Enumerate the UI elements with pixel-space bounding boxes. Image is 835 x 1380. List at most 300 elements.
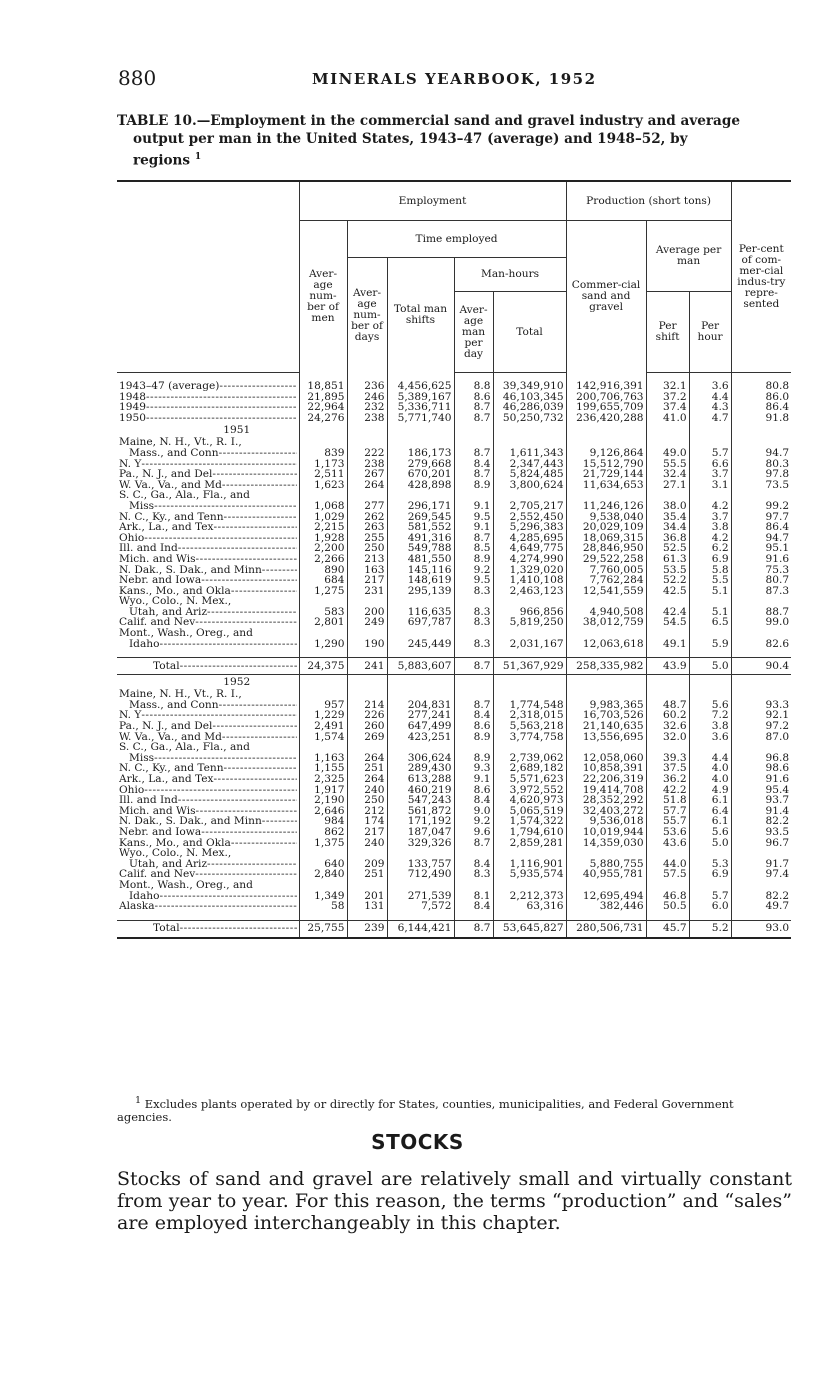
table-cell: 93.3 xyxy=(731,700,791,711)
table-cell: 4.0 xyxy=(689,763,731,774)
table-cell: 8.3 xyxy=(454,617,493,628)
table-cell: 50.5 xyxy=(646,901,689,912)
table-cell: 6.0 xyxy=(689,901,731,912)
row-label-text: Calif. and Nev ----- xyxy=(119,617,297,628)
table-cell-empty xyxy=(493,490,566,501)
table-cell-empty xyxy=(454,649,493,658)
table-caption xyxy=(117,112,792,170)
table-cell: 2,190 xyxy=(299,795,347,806)
table-cell: 547,243 xyxy=(387,795,454,806)
table-cell: 8.7 xyxy=(454,700,493,711)
table-cell-empty xyxy=(731,490,791,501)
table-cell: 3.7 xyxy=(689,469,731,480)
table-cell-empty xyxy=(731,742,791,753)
row-label-text: 1949 ----- xyxy=(119,402,297,413)
header-time-employed: Time employed xyxy=(347,221,566,258)
table-row xyxy=(117,501,791,512)
table-cell-empty xyxy=(566,596,646,607)
table-cell: 19,414,708 xyxy=(566,785,646,796)
table-cell: 3,774,758 xyxy=(493,732,566,743)
table-cell-empty xyxy=(566,490,646,501)
row-label xyxy=(117,392,299,403)
header-per-shift: Per shift xyxy=(646,292,689,373)
table-cell: 2,347,443 xyxy=(493,459,566,470)
table-cell: 6.2 xyxy=(689,543,731,554)
table-cell: 5,065,519 xyxy=(493,806,566,817)
table-cell: 549,788 xyxy=(387,543,454,554)
table-cell-empty xyxy=(689,628,731,639)
table-cell: 8.3 xyxy=(454,586,493,597)
table-cell: 238 xyxy=(347,413,387,424)
table-cell: 1,068 xyxy=(299,501,347,512)
table-cell: 251 xyxy=(347,869,387,880)
table-cell: 7.2 xyxy=(689,710,731,721)
table-cell-empty xyxy=(566,675,646,690)
row-label-text: Mich. and Wis ----- xyxy=(119,554,297,565)
table-row xyxy=(117,639,791,650)
table-cell: 42.4 xyxy=(646,607,689,618)
table-cell: 8.8 xyxy=(454,381,493,392)
table-body xyxy=(117,373,791,938)
table-cell: 8.7 xyxy=(454,920,493,938)
table-cell: 22,206,319 xyxy=(566,774,646,785)
table-cell: 35.4 xyxy=(646,512,689,523)
table-cell: 481,550 xyxy=(387,554,454,565)
row-label xyxy=(117,575,299,586)
table-row xyxy=(117,522,791,533)
row-label-text: Miss ----- xyxy=(119,753,297,764)
table-cell: 28,352,292 xyxy=(566,795,646,806)
table-row-label-line xyxy=(117,848,791,859)
table-cell: 54.5 xyxy=(646,617,689,628)
table-cell: 95.1 xyxy=(731,543,791,554)
table-cell-empty xyxy=(689,437,731,448)
table-cell: 36.2 xyxy=(646,774,689,785)
table-cell: 9.6 xyxy=(454,827,493,838)
table-cell-empty xyxy=(299,596,347,607)
header-production: Production (short tons) xyxy=(566,181,731,221)
table-cell: 271,539 xyxy=(387,891,454,902)
table-cell: 5.3 xyxy=(689,859,731,870)
table-cell: 1,290 xyxy=(299,639,347,650)
row-label-text: Total ----- xyxy=(153,661,297,672)
row-label xyxy=(117,596,299,607)
table-cell: 2,859,281 xyxy=(493,838,566,849)
table-cell: 41.0 xyxy=(646,413,689,424)
table-cell: 258,335,982 xyxy=(566,658,646,675)
row-label xyxy=(117,689,299,700)
table-row xyxy=(117,838,791,849)
table-cell-empty xyxy=(387,675,454,690)
row-label-text: Mont., Wash., Oreg., and xyxy=(119,879,253,891)
table-cell: 4.2 xyxy=(689,501,731,512)
table-cell: 43.9 xyxy=(646,658,689,675)
table-cell: 263 xyxy=(347,522,387,533)
table-row xyxy=(117,459,791,470)
table-cell: 37.4 xyxy=(646,402,689,413)
table-cell: 14,359,030 xyxy=(566,838,646,849)
table-cell: 1,173 xyxy=(299,459,347,470)
table-cell: 18,851 xyxy=(299,381,347,392)
row-label xyxy=(117,901,299,912)
table-cell-empty xyxy=(731,628,791,639)
row-label xyxy=(117,448,299,459)
table-cell-empty xyxy=(646,848,689,859)
row-label-text: Total ----- xyxy=(153,923,297,934)
row-label xyxy=(117,617,299,628)
table-row xyxy=(117,607,791,618)
table-cell-empty xyxy=(646,742,689,753)
table-cell: 5.9 xyxy=(689,639,731,650)
table-cell-empty xyxy=(689,848,731,859)
table-cell: 9.5 xyxy=(454,512,493,523)
table-row-label-line xyxy=(117,742,791,753)
table-cell: 49.1 xyxy=(646,639,689,650)
table-row xyxy=(117,586,791,597)
table-row xyxy=(117,901,791,912)
header-man-hours: Man-hours xyxy=(454,258,566,292)
table-cell: 262 xyxy=(347,512,387,523)
table-cell: 201 xyxy=(347,891,387,902)
table-cell: 2,266 xyxy=(299,554,347,565)
table-cell: 82.2 xyxy=(731,891,791,902)
table-cell: 4.2 xyxy=(689,533,731,544)
row-label-text: Ill. and Ind ----- xyxy=(119,795,297,806)
row-label-text: S. C., Ga., Ala., Fla., and xyxy=(119,742,250,753)
row-label xyxy=(117,459,299,470)
spacer-row xyxy=(117,373,791,382)
table-cell: 212 xyxy=(347,806,387,817)
table-cell-empty xyxy=(347,373,387,382)
table-cell: 264 xyxy=(347,753,387,764)
row-label xyxy=(117,721,299,732)
row-label-text: Mich. and Wis ----- xyxy=(119,806,297,817)
table-cell-empty xyxy=(566,742,646,753)
table-cell: 91.6 xyxy=(731,554,791,565)
table-cell: 42.2 xyxy=(646,785,689,796)
table-cell: 8.4 xyxy=(454,901,493,912)
table-cell: 890 xyxy=(299,565,347,576)
table-row xyxy=(117,700,791,711)
table-cell: 3.7 xyxy=(689,512,731,523)
table-cell: 260 xyxy=(347,721,387,732)
table-cell-empty xyxy=(347,742,387,753)
table-cell-empty xyxy=(299,689,347,700)
row-label-text: 1943–47 (average) ----- xyxy=(119,381,297,392)
table-cell-empty xyxy=(731,649,791,658)
row-label xyxy=(117,795,299,806)
table-cell: 40,955,781 xyxy=(566,869,646,880)
table-cell-empty xyxy=(646,880,689,891)
employment-table xyxy=(117,180,791,939)
table-cell: 131 xyxy=(347,901,387,912)
table-cell: 58 xyxy=(299,901,347,912)
table-cell: 5,883,607 xyxy=(387,658,454,675)
table-cell: 5.6 xyxy=(689,700,731,711)
table-cell: 38,012,759 xyxy=(566,617,646,628)
row-label-text: N. Y ----- xyxy=(119,459,297,470)
table-cell-empty xyxy=(347,423,387,437)
row-label xyxy=(117,381,299,392)
row-label-text: N. Dak., S. Dak., and Minn ----- xyxy=(119,565,297,576)
table-cell: 51,367,929 xyxy=(493,658,566,675)
row-label xyxy=(117,480,299,491)
table-cell-empty xyxy=(454,490,493,501)
table-cell: 2,689,182 xyxy=(493,763,566,774)
table-cell: 6.1 xyxy=(689,816,731,827)
table-cell: 428,898 xyxy=(387,480,454,491)
table-cell: 1,794,610 xyxy=(493,827,566,838)
table-cell: 186,173 xyxy=(387,448,454,459)
header-avg-man-per-day: Aver-age man per day xyxy=(454,292,493,373)
table-cell: 1,917 xyxy=(299,785,347,796)
table-row xyxy=(117,402,791,413)
table-cell-empty xyxy=(454,880,493,891)
table-cell: 697,787 xyxy=(387,617,454,628)
table-row xyxy=(117,785,791,796)
table-cell-empty xyxy=(731,423,791,437)
table-cell-empty xyxy=(387,437,454,448)
row-label-text: Maine, N. H., Vt., R. I., xyxy=(119,689,242,700)
page-number: 880 xyxy=(118,66,157,90)
table-row xyxy=(117,710,791,721)
table-cell: 93.0 xyxy=(731,920,791,938)
table-cell: 57.7 xyxy=(646,806,689,817)
table-cell-empty xyxy=(731,880,791,891)
row-label-text: 1948 ----- xyxy=(119,392,297,403)
table-cell: 37.2 xyxy=(646,392,689,403)
table-cell: 2,031,167 xyxy=(493,639,566,650)
table-cell: 3.6 xyxy=(689,381,731,392)
table-cell: 8.1 xyxy=(454,891,493,902)
caption-footnote-marker: 1 xyxy=(194,152,202,162)
table-cell-empty xyxy=(347,596,387,607)
table-cell: 2,552,450 xyxy=(493,512,566,523)
table-cell: 213 xyxy=(347,554,387,565)
table-cell: 32.6 xyxy=(646,721,689,732)
table-cell: 8.3 xyxy=(454,869,493,880)
table-cell: 4.7 xyxy=(689,413,731,424)
caption-line-1: TABLE 10.—Employment in the commercial sand and gravel industry and average xyxy=(117,113,741,129)
table-cell: 6.9 xyxy=(689,554,731,565)
table-cell-empty xyxy=(646,912,689,921)
table-cell: 1,275 xyxy=(299,586,347,597)
table-cell-empty xyxy=(347,649,387,658)
table-row xyxy=(117,533,791,544)
table-cell: 267 xyxy=(347,469,387,480)
table-cell: 255 xyxy=(347,533,387,544)
table-cell: 8.7 xyxy=(454,533,493,544)
table-cell: 32.0 xyxy=(646,732,689,743)
table-cell: 46,286,039 xyxy=(493,402,566,413)
table-cell: 51.8 xyxy=(646,795,689,806)
table-cell: 148,619 xyxy=(387,575,454,586)
row-label xyxy=(117,859,299,870)
table-cell-empty xyxy=(646,437,689,448)
table-cell: 46.8 xyxy=(646,891,689,902)
row-label-text: Wyo., Colo., N. Mex., xyxy=(119,848,232,859)
table-cell-empty xyxy=(731,675,791,690)
row-label-text: Ohio ----- xyxy=(119,785,297,796)
table-cell-empty xyxy=(493,880,566,891)
table-cell: 87.0 xyxy=(731,732,791,743)
table-cell: 9.5 xyxy=(454,575,493,586)
table-cell: 190 xyxy=(347,639,387,650)
table-cell: 93.7 xyxy=(731,795,791,806)
table-cell-empty xyxy=(387,649,454,658)
row-label xyxy=(117,869,299,880)
table-cell-empty xyxy=(299,490,347,501)
table-cell: 9.3 xyxy=(454,763,493,774)
table-cell: 8.7 xyxy=(454,838,493,849)
table-cell: 99.0 xyxy=(731,617,791,628)
row-label-text: N. C., Ky., and Tenn ----- xyxy=(119,512,297,523)
table-cell-empty xyxy=(646,596,689,607)
table-cell: 199,655,709 xyxy=(566,402,646,413)
table-cell: 60.2 xyxy=(646,710,689,721)
table-cell: 36.8 xyxy=(646,533,689,544)
table-cell-empty xyxy=(493,689,566,700)
table-cell: 48.7 xyxy=(646,700,689,711)
caption-line-2: output per man in the United States, 1943–47 (average) and 1948–52, by xyxy=(133,131,688,147)
table-cell: 329,326 xyxy=(387,838,454,849)
table-cell: 4.9 xyxy=(689,785,731,796)
table-cell: 46,103,345 xyxy=(493,392,566,403)
table-cell: 95.4 xyxy=(731,785,791,796)
row-label-text: Ark., La., and Tex ----- xyxy=(119,774,297,785)
table-cell: 8.4 xyxy=(454,459,493,470)
table-cell: 1,410,108 xyxy=(493,575,566,586)
row-label xyxy=(117,533,299,544)
table-row-label-line xyxy=(117,596,791,607)
table-cell-empty xyxy=(347,675,387,690)
table-cell-empty xyxy=(689,880,731,891)
header-total-shifts: Total man shifts xyxy=(387,258,454,373)
table-row xyxy=(117,869,791,880)
table-cell: 269 xyxy=(347,732,387,743)
row-label-text: N. Y ----- xyxy=(119,710,297,721)
table-cell: 5,771,740 xyxy=(387,413,454,424)
caption-line-3-wrap xyxy=(117,148,792,170)
row-label-text: Utah, and Ariz ----- xyxy=(119,859,297,870)
table-cell: 16,703,526 xyxy=(566,710,646,721)
table-cell: 94.7 xyxy=(731,448,791,459)
table-cell-empty xyxy=(387,689,454,700)
table-cell: 957 xyxy=(299,700,347,711)
table-cell: 9,538,040 xyxy=(566,512,646,523)
table-cell-empty xyxy=(493,437,566,448)
table-cell-empty xyxy=(566,649,646,658)
table-cell: 5.0 xyxy=(689,838,731,849)
table-cell: 1,375 xyxy=(299,838,347,849)
table-cell-empty xyxy=(299,880,347,891)
row-label xyxy=(117,753,299,764)
table-cell: 29,522,258 xyxy=(566,554,646,565)
row-label-text: Alaska ----- xyxy=(119,901,297,912)
table-cell: 63,316 xyxy=(493,901,566,912)
table-cell-empty xyxy=(566,880,646,891)
table-cell: 1,229 xyxy=(299,710,347,721)
row-label xyxy=(117,732,299,743)
row-label xyxy=(117,920,299,938)
table-cell: 61.3 xyxy=(646,554,689,565)
table-cell: 145,116 xyxy=(387,565,454,576)
spacer-cell xyxy=(117,373,299,382)
table-cell: 277 xyxy=(347,501,387,512)
table-cell: 163 xyxy=(347,565,387,576)
table-cell: 9,126,864 xyxy=(566,448,646,459)
row-label-text: Ark., La., and Tex ----- xyxy=(119,522,297,533)
spacer-row xyxy=(117,912,791,921)
table-cell: 4,456,625 xyxy=(387,381,454,392)
table-cell-empty xyxy=(387,423,454,437)
table-row xyxy=(117,575,791,586)
row-label xyxy=(117,891,299,902)
row-label-text: Pa., N. J., and Del ----- xyxy=(119,721,297,732)
header-commercial: Commer-cial sand and gravel xyxy=(566,221,646,373)
row-label xyxy=(117,763,299,774)
table-cell: 5.0 xyxy=(689,658,731,675)
table-cell: 9.2 xyxy=(454,816,493,827)
row-label xyxy=(117,413,299,424)
table-cell: 53.6 xyxy=(646,827,689,838)
table-cell: 24,276 xyxy=(299,413,347,424)
table-cell-empty xyxy=(689,689,731,700)
section-heading: STOCKS xyxy=(371,1130,464,1154)
table-row xyxy=(117,392,791,403)
table-cell: 97.8 xyxy=(731,469,791,480)
table-cell: 277,241 xyxy=(387,710,454,721)
table-row xyxy=(117,413,791,424)
table-cell-empty xyxy=(347,437,387,448)
table-row xyxy=(117,617,791,628)
row-label-text: Nebr. and Iowa ----- xyxy=(119,827,297,838)
spacer-cell xyxy=(117,649,299,658)
table-cell: 7,762,284 xyxy=(566,575,646,586)
table-cell-empty xyxy=(454,675,493,690)
table-row xyxy=(117,565,791,576)
table-cell: 6.9 xyxy=(689,869,731,880)
table-cell: 9,983,365 xyxy=(566,700,646,711)
footnote-line-2: agencies. xyxy=(117,1109,172,1124)
table-cell: 296,171 xyxy=(387,501,454,512)
table-cell: 8.3 xyxy=(454,607,493,618)
table-cell-empty xyxy=(454,742,493,753)
table-cell: 82.2 xyxy=(731,816,791,827)
table-cell: 613,288 xyxy=(387,774,454,785)
row-label-text: Miss ----- xyxy=(119,501,297,512)
table-cell: 42.5 xyxy=(646,586,689,597)
table-cell: 49.0 xyxy=(646,448,689,459)
table-cell: 1,029 xyxy=(299,512,347,523)
table-cell: 240 xyxy=(347,785,387,796)
table-cell-empty xyxy=(731,596,791,607)
table-cell: 97.7 xyxy=(731,512,791,523)
table-row xyxy=(117,448,791,459)
table-cell: 97.4 xyxy=(731,869,791,880)
table-cell: 249 xyxy=(347,617,387,628)
running-head: MINERALS YEARBOOK, 1952 xyxy=(312,70,597,88)
table-row xyxy=(117,469,791,480)
table-cell: 200 xyxy=(347,607,387,618)
table-cell: 4.4 xyxy=(689,753,731,764)
table-cell: 21,140,635 xyxy=(566,721,646,732)
table-cell: 460,219 xyxy=(387,785,454,796)
table-cell: 92.1 xyxy=(731,710,791,721)
table-row xyxy=(117,806,791,817)
table-cell: 306,624 xyxy=(387,753,454,764)
table-cell-empty xyxy=(646,423,689,437)
